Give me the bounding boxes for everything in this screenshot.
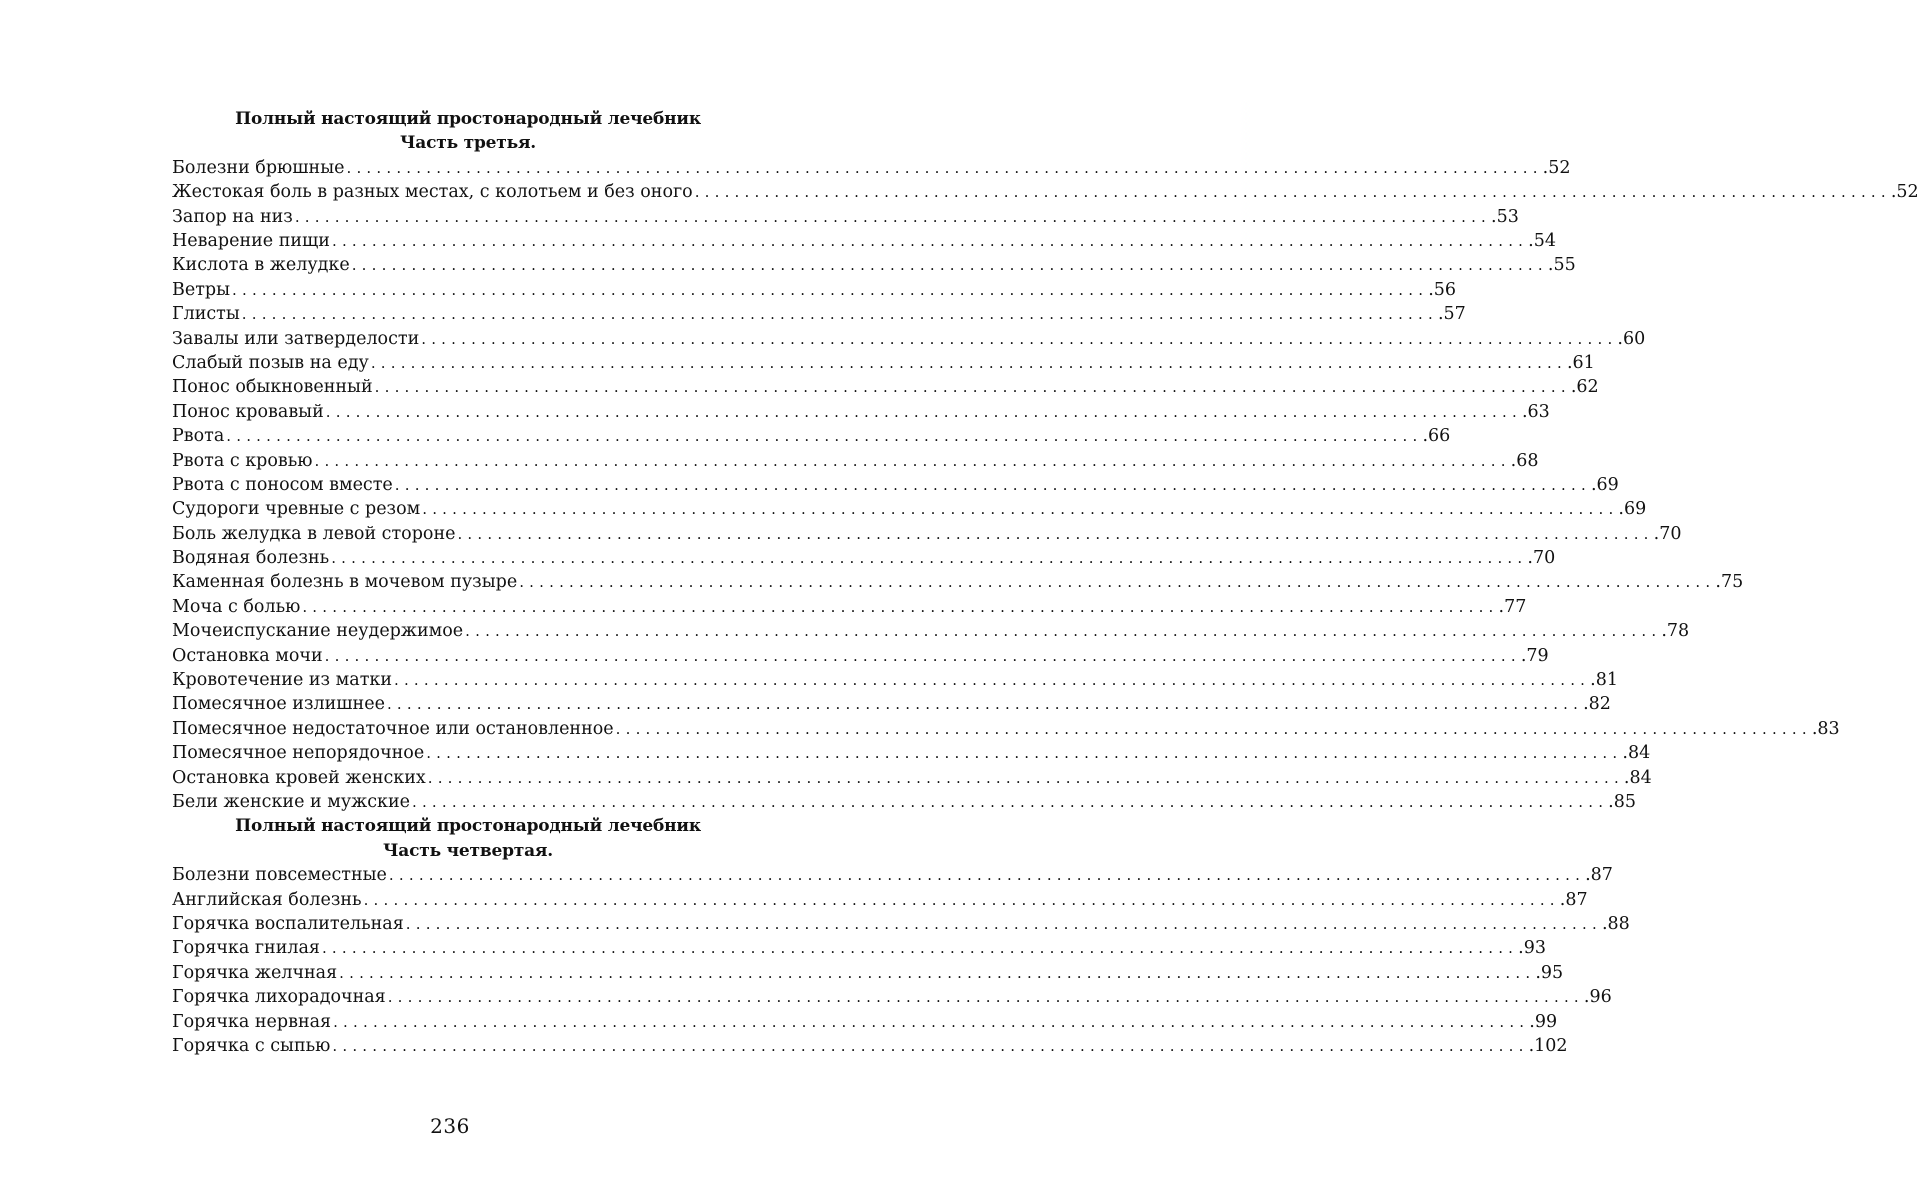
page-number: 236	[430, 1114, 470, 1138]
toc-entry	[172, 985, 1612, 1009]
dot-leader: ........................................................................................................................	[331, 231, 1529, 250]
toc-entry	[172, 936, 1546, 960]
toc-entry-page: .102	[1528, 1035, 1568, 1056]
toc-entry	[172, 741, 1651, 765]
toc-entry	[172, 546, 1556, 570]
toc-entry-page: .68	[1510, 450, 1539, 471]
toc-entry-page: .54	[1528, 230, 1556, 251]
dot-leader: ........................................................................................................................	[331, 549, 1528, 568]
toc-entry-page: .95	[1535, 962, 1564, 983]
toc-entry-page: .61	[1566, 352, 1595, 373]
toc-entry-title: Помесячное излишнее	[172, 694, 385, 715]
toc-entry	[172, 1010, 1558, 1034]
toc-entry-title: Каменная болезнь в мочевом пузыре	[172, 572, 518, 593]
section-heading-title: Полный настоящий простонародный лечебник	[235, 816, 701, 837]
toc-entry	[172, 1034, 1568, 1058]
toc-entry	[172, 717, 1840, 741]
toc-entry	[172, 449, 1539, 473]
toc-entry-page: .82	[1583, 694, 1611, 715]
dot-leader: ........................................................................................................................	[694, 183, 1891, 202]
toc-entry-page: .52	[1542, 157, 1571, 178]
toc-entry	[172, 205, 1519, 229]
toc-entry-page: .77	[1498, 596, 1527, 617]
dot-leader: ........................................................................................................................	[426, 744, 1623, 763]
toc-entry-page: .85	[1608, 791, 1637, 812]
toc-entry-page: .57	[1437, 304, 1466, 325]
toc-entry-title: Жестокая боль в разных местах, с колотьем и без оного	[172, 182, 693, 203]
toc-entry	[172, 497, 1647, 521]
toc-entry-page: .79	[1520, 645, 1549, 666]
toc-entry-page: .78	[1661, 621, 1690, 642]
toc-entry	[172, 595, 1527, 619]
dot-leader: ........................................................................................................................	[374, 378, 1571, 397]
toc-entry-page: .56	[1428, 279, 1457, 300]
dot-leader: ........................................................................................................................	[386, 695, 1584, 714]
toc-entry-title: Боль желудка в левой стороне	[172, 523, 456, 544]
dot-leader: ........................................................................................................................	[457, 524, 1654, 543]
toc-entry	[172, 278, 1457, 302]
toc-entry-title: Мочеиспускание неудержимое	[172, 621, 464, 642]
toc-entry	[172, 400, 1550, 424]
toc-entry-title: Моча с болью	[172, 596, 301, 617]
dot-leader: ........................................................................................................................	[370, 353, 1567, 372]
toc-entry	[172, 180, 1919, 204]
dot-leader: ........................................................................................................................	[332, 1036, 1529, 1055]
toc-entry-page: .55	[1547, 255, 1576, 276]
dot-leader: ........................................................................................................................	[226, 427, 1423, 446]
toc-entry-page: .88	[1601, 913, 1630, 934]
toc-entry	[172, 644, 1549, 668]
toc-entry-page: .69	[1590, 474, 1619, 495]
toc-entry-title: Горячка желчная	[172, 962, 338, 983]
toc-entry-page: .84	[1622, 743, 1651, 764]
toc-entry	[172, 522, 1682, 546]
toc-entry	[172, 570, 1744, 594]
toc-entry-title: Понос кровавый	[172, 401, 324, 422]
toc-entry-title: Остановка мочи	[172, 645, 323, 666]
toc-entry-page: .96	[1583, 987, 1612, 1008]
toc-entry-title: Слабый позыв на еду	[172, 352, 369, 373]
section-heading-part: Часть четвертая.	[382, 840, 553, 861]
toc-entry	[172, 424, 1451, 448]
toc-entry-title: Горячка с сыпью	[172, 1035, 331, 1056]
dot-leader: ........................................................................................................................	[412, 792, 1609, 811]
toc-entry	[172, 888, 1588, 912]
dot-leader: ........................................................................................................................	[393, 671, 1591, 690]
toc-entry-page: .69	[1618, 499, 1647, 520]
toc-entry-page: .66	[1422, 426, 1451, 447]
toc-entry	[172, 766, 1652, 790]
toc-entry-title: Бели женские и мужские	[172, 791, 410, 812]
dot-leader: ........................................................................................................................	[324, 646, 1521, 665]
toc-entry-page: .81	[1590, 670, 1618, 691]
dot-leader: ........................................................................................................................	[422, 500, 1619, 519]
toc-entry-title: Английская болезнь	[172, 889, 362, 910]
toc-entry-page: .60	[1617, 328, 1646, 349]
toc-entry-title: Помесячное непорядочное	[172, 743, 425, 764]
toc-entry-page: .99	[1529, 1011, 1558, 1032]
dot-leader: ........................................................................................................................	[339, 963, 1536, 982]
toc-entry-page: .53	[1491, 206, 1519, 227]
toc-entry-title: Судороги чревные с резом	[172, 499, 421, 520]
dot-leader: ........................................................................................................................	[333, 1012, 1530, 1031]
dot-leader: ........................................................................................................................	[394, 475, 1591, 494]
toc-entry-page: .70	[1527, 548, 1556, 569]
dot-leader: ........................................................................................................................	[321, 939, 1519, 958]
dot-leader: ........................................................................................................................	[519, 573, 1716, 592]
dot-leader: ........................................................................................................................	[363, 890, 1560, 909]
dot-leader: ........................................................................................................................	[388, 866, 1586, 885]
toc-entry	[172, 912, 1630, 936]
toc-entry-title: Болезни повсеместные	[172, 865, 387, 886]
toc-entry	[172, 327, 1646, 351]
section-heading-title: Полный настоящий простонародный лечебник	[235, 109, 701, 129]
dot-leader: ........................................................................................................................	[465, 622, 1662, 641]
dot-leader: ........................................................................................................................	[325, 402, 1522, 421]
toc-entry-title: Рвота с кровью	[172, 450, 313, 471]
toc-entry-title: Кислота в желудке	[172, 255, 350, 276]
toc-entry	[172, 863, 1613, 887]
section-heading-part: Часть третья.	[399, 133, 537, 154]
toc-entry	[172, 790, 1637, 814]
toc-entry	[172, 619, 1690, 643]
dot-leader: ........................................................................................................................	[241, 305, 1438, 324]
toc-entry-title: Горячка нервная	[172, 1011, 332, 1032]
dot-leader: ........................................................................................................................	[232, 280, 1429, 299]
toc-entry	[172, 253, 1576, 277]
dot-leader: ........................................................................................................................	[294, 207, 1492, 226]
toc-entry	[172, 156, 1571, 180]
toc-entry-page: .75	[1715, 572, 1744, 593]
dot-leader: ........................................................................................................................	[302, 597, 1499, 616]
dot-leader: ........................................................................................................................	[387, 988, 1584, 1007]
toc-entry	[172, 668, 1618, 692]
toc-entry-title: Понос обыкновенный	[172, 377, 373, 398]
toc-list	[172, 863, 1630, 1058]
toc-entry	[172, 229, 1556, 253]
toc-list	[172, 156, 1919, 815]
toc-entry-title: Неварение пищи	[172, 230, 330, 251]
toc-entry-page: .62	[1570, 377, 1599, 398]
toc-section-part-three	[172, 107, 1919, 814]
dot-leader: ........................................................................................................................	[427, 768, 1624, 787]
toc-entry-page: .87	[1585, 865, 1613, 886]
toc-entry-title: Кровотечение из матки	[172, 670, 392, 691]
toc-entry-title: Остановка кровей женских	[172, 767, 426, 788]
toc-entry-title: Рвота с поносом вместе	[172, 474, 393, 495]
toc-entry	[172, 961, 1564, 985]
toc-entry-page: .87	[1559, 889, 1588, 910]
toc-entry-title: Запор на низ	[172, 206, 293, 227]
toc-entry-title: Болезни брюшные	[172, 157, 345, 178]
toc-entry	[172, 473, 1619, 497]
dot-leader: ........................................................................................................................	[405, 914, 1602, 933]
toc-entry	[172, 692, 1611, 716]
dot-leader: ........................................................................................................................	[421, 329, 1618, 348]
toc-entry	[172, 351, 1595, 375]
toc-entry-page: .93	[1518, 938, 1546, 959]
toc-entry-title: Глисты	[172, 304, 240, 325]
toc-entry-page: .83	[1811, 718, 1840, 739]
toc-entry-page: .63	[1521, 401, 1550, 422]
toc-entry-page: .52	[1890, 182, 1919, 203]
toc-entry-title: Рвота	[172, 426, 225, 447]
toc-entry-title: Помесячное недостаточное или остановленное	[172, 718, 614, 739]
toc-entry-title: Водяная болезнь	[172, 548, 330, 569]
toc-entry-title: Горячка гнилая	[172, 938, 320, 959]
toc-entry-page: .70	[1653, 523, 1682, 544]
toc-entry	[172, 302, 1466, 326]
dot-leader: ........................................................................................................................	[351, 256, 1548, 275]
table-of-contents	[172, 107, 1919, 1058]
toc-section-part-four	[172, 814, 1630, 1058]
toc-entry-title: Ветры	[172, 279, 231, 300]
toc-entry	[172, 375, 1599, 399]
toc-entry-page: .84	[1623, 767, 1652, 788]
toc-entry-title: Горячка лихорадочная	[172, 987, 386, 1008]
dot-leader: ........................................................................................................................	[314, 451, 1511, 470]
dot-leader: ........................................................................................................................	[615, 719, 1812, 738]
toc-entry-title: Завалы или затверделости	[172, 328, 420, 349]
dot-leader: ........................................................................................................................	[346, 158, 1543, 177]
toc-entry-title: Горячка воспалительная	[172, 913, 404, 934]
